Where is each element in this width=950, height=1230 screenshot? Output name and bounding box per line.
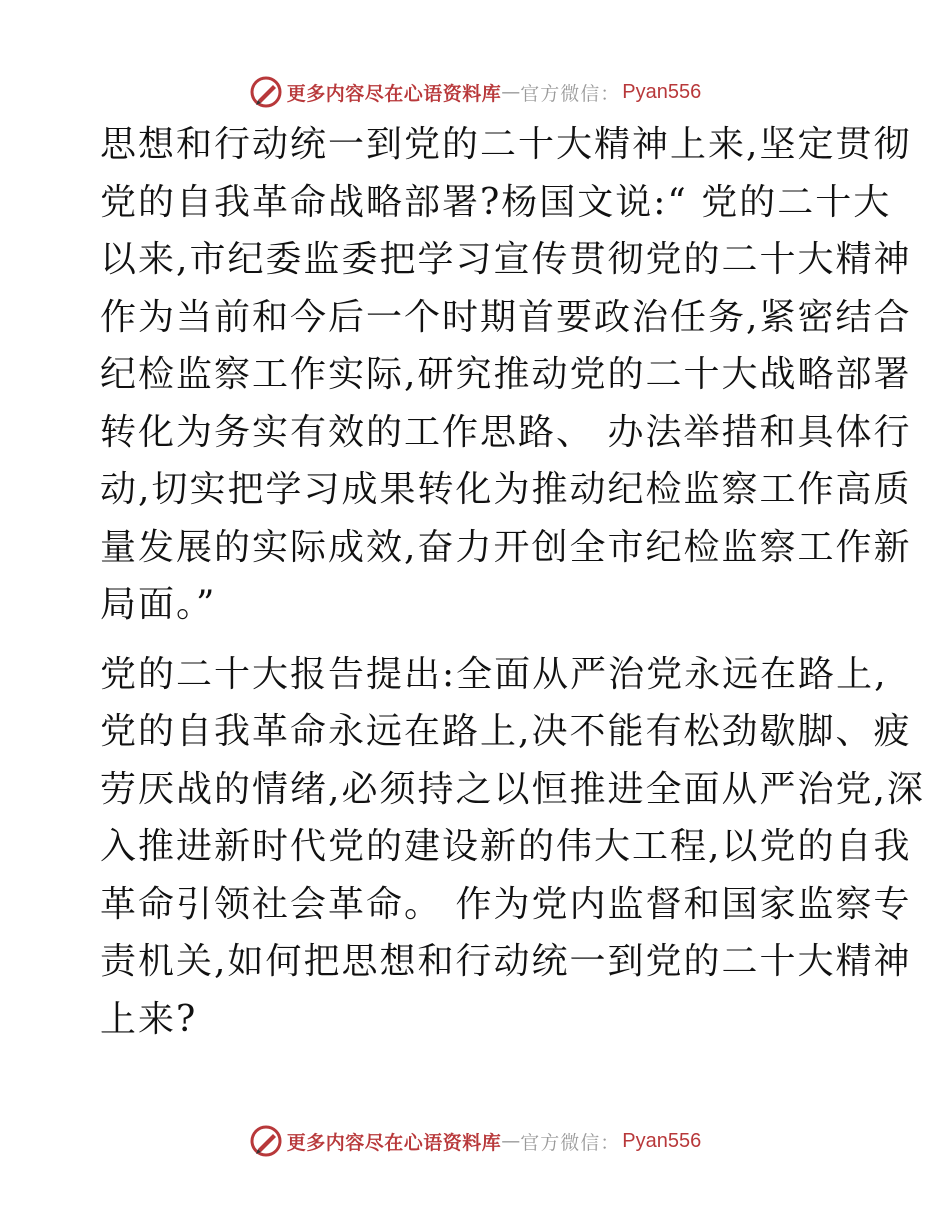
banner-wechat-label: 官方微信： (520, 1131, 621, 1154)
text-line: 量发展的实际成效,奋力开创全市纪检监察工作新 (100, 526, 912, 568)
text-line: 作为当前和今后一个时期首要政治任务,紧密结合 (100, 296, 912, 338)
text-line: 党的二十大报告提出:全面从严治党永远在路上, (100, 653, 888, 695)
text-line: 劳厌战的情绪,必须持之以恒推进全面从严治党,深 (100, 768, 925, 810)
paragraph-2 (100, 646, 925, 1049)
banner-text: 更多内容尽在心语资料库 (286, 82, 502, 105)
banner-text: 更多内容尽在心语资料库 (286, 1131, 502, 1154)
banner-separator: — (501, 81, 521, 103)
text-line: 以来,市纪委监委把学习宣传贯彻党的二十大精神 (100, 239, 912, 280)
text-line: 思想和行动统一到党的二十大精神上来,坚定贯彻 (100, 124, 912, 165)
text-line: 责机关,如何把思想和行动统一到党的二十大精神 (100, 941, 912, 982)
text-line: 革命引领社会革命。 作为党内监督和国家监察专 (100, 883, 912, 925)
text-line: 转化为务实有效的工作思路、 办法举措和具体行 (100, 411, 912, 453)
pen-logo-icon (249, 75, 283, 109)
text-line: 纪检监察工作实际,研究推动党的二十大战略部署 (100, 354, 912, 395)
document-body (100, 116, 925, 1048)
banner-separator: — (501, 1130, 521, 1152)
banner-wechat-id: Pyan556 (622, 1129, 702, 1152)
banner-wechat-id: Pyan556 (622, 80, 702, 103)
header-banner (0, 72, 950, 112)
pen-logo-icon (249, 1124, 283, 1158)
banner-wechat-label: 官方微信： (520, 82, 621, 105)
footer-banner (0, 1121, 950, 1161)
text-line: 入推进新时代党的建设新的伟大工程,以党的自我 (100, 826, 912, 867)
text-line: 上来? (100, 998, 198, 1040)
text-line: 动,切实把学习成果转化为推动纪检监察工作高质 (100, 469, 912, 510)
text-line: 局面。” (100, 584, 217, 625)
paragraph-1 (100, 116, 912, 634)
text-line: 党的自我革命战略部署?杨国文说:“ 党的二十大 (100, 181, 892, 223)
text-line: 党的自我革命永远在路上,决不能有松劲歇脚、疲 (100, 711, 912, 752)
